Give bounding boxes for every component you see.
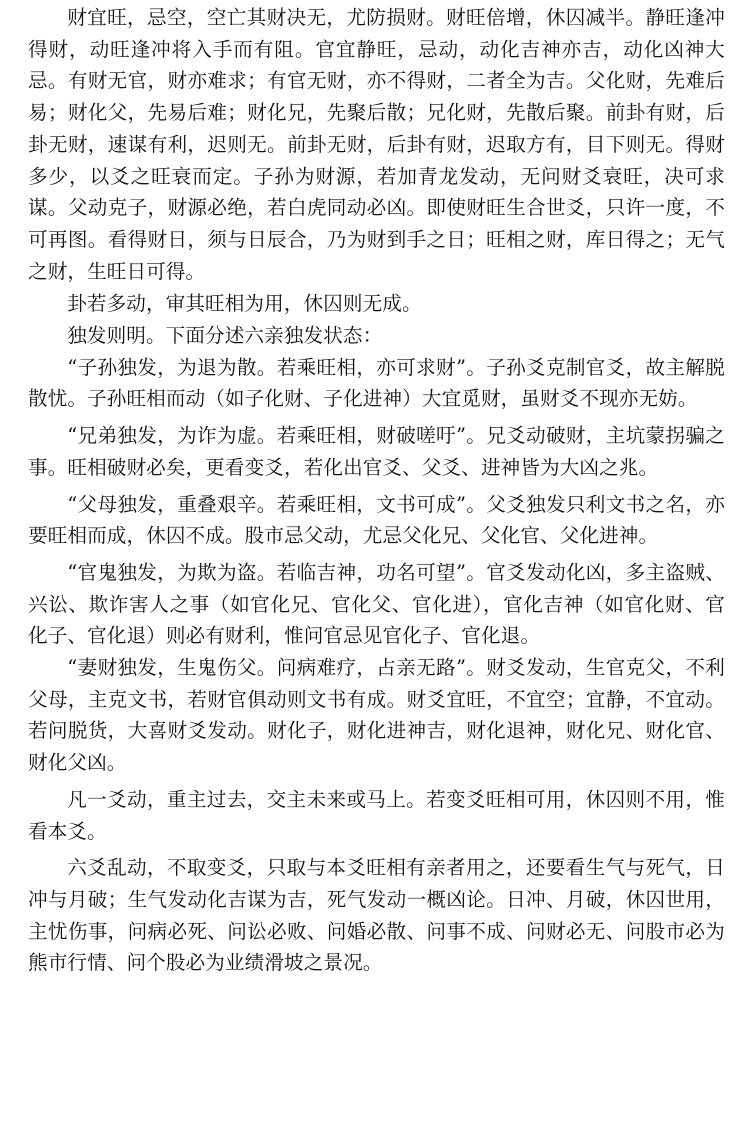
paragraph-single-moving-intro: 独发则明。下面分述六亲独发状态：	[67, 324, 383, 348]
paragraph-six-lines-moving: 六爻乱动，不取变爻，只取与本爻旺相有亲者用之，还要看生气与死气，日冲与月破；生气发动化吉谋为吉，死气发动一概凶论。日冲、月破，休囚世用，主忧伤事，问病必死、问讼必败、问婚必散、问事不成、问财必无、问股市必为熊市行情、问个股必为业绩滑坡之景况。	[28, 856, 725, 975]
paragraph-officials: “官鬼独发，为欺为盗。若临吉神，功名可望”。官爻发动化凶，多主盗贼、兴讼、欺诈害人之事（如官化兄、官化父、官化进），官化吉神（如官化财、官化子、官化退）则必有财利，惟问官忌见官化子、官化退。	[28, 560, 725, 648]
paragraph-one-line-moving: 凡一爻动，重主过去，交主未来或马上。若变爻旺相可用，休囚则不用，惟看本爻。	[28, 787, 725, 843]
paragraph-parents: “父母独发，重叠艰辛。若乘旺相，文书可成”。父爻独发只利文书之名，亦要旺相而成，休囚不成。股市忌父动，尤忌父化兄、父化官、父化进神。	[28, 492, 725, 548]
paragraph-children: “子孙独发，为退为散。若乘旺相，亦可求财”。子孙爻克制官爻，故主解脱散忧。子孙旺相而动（如子化财、子化进神）大宜觅财，虽财爻不现亦无妨。	[28, 355, 725, 411]
paragraph-wife-wealth: “妻财独发，生鬼伤父。问病难疗，占亲无路”。财爻发动，生官克父，不利父母，主克文书，若财官俱动则文书有成。财爻宜旺，不宜空；宜静，不宜动。若问脱货，大喜财爻发动。财化子，财化进神吉，财化退神，财化兄、财化官、财化父凶。	[28, 656, 725, 775]
document-page	[28, 0, 725, 979]
paragraph-siblings: “兄弟独发，为诈为虚。若乘旺相，财破嗟吁”。兄爻动破财，主坑蒙拐骗之事。旺相破财必矣，更看变爻，若化出官爻、父爻、进神皆为大凶之兆。	[28, 424, 725, 479]
paragraph-wealth-rules: 财宜旺，忌空，空亡其财决无，尤防损财。财旺倍增，休囚减半。静旺逢冲得财，动旺逢冲将入手而有阻。官宜静旺，忌动，动化吉神亦吉，动化凶神大忌。有财无官，财亦难求；有官无财，亦不得财，二者全为吉。父化财，先难后易；财化父，先易后难；财化兄，先聚后散；兄化财，先散后聚。前卦有财，后卦无财，速谋有利，迟则无。前卦无财，后卦有财，迟取方有，目下则无。得财多少，以爻之旺衰而定。子孙为财源，若加青龙发动，无问财爻衰旺，决可求谋。父动克子，财源必绝，若白虎同动必凶。即使财旺生合世爻，只许一度，不可再图。看得财日，须与日辰合，乃为财到手之日；旺相之财，库日得之；无气之财，生旺日可得。	[28, 6, 725, 283]
paragraph-many-moving: 卦若多动，审其旺相为用，休囚则无成。	[67, 292, 422, 316]
